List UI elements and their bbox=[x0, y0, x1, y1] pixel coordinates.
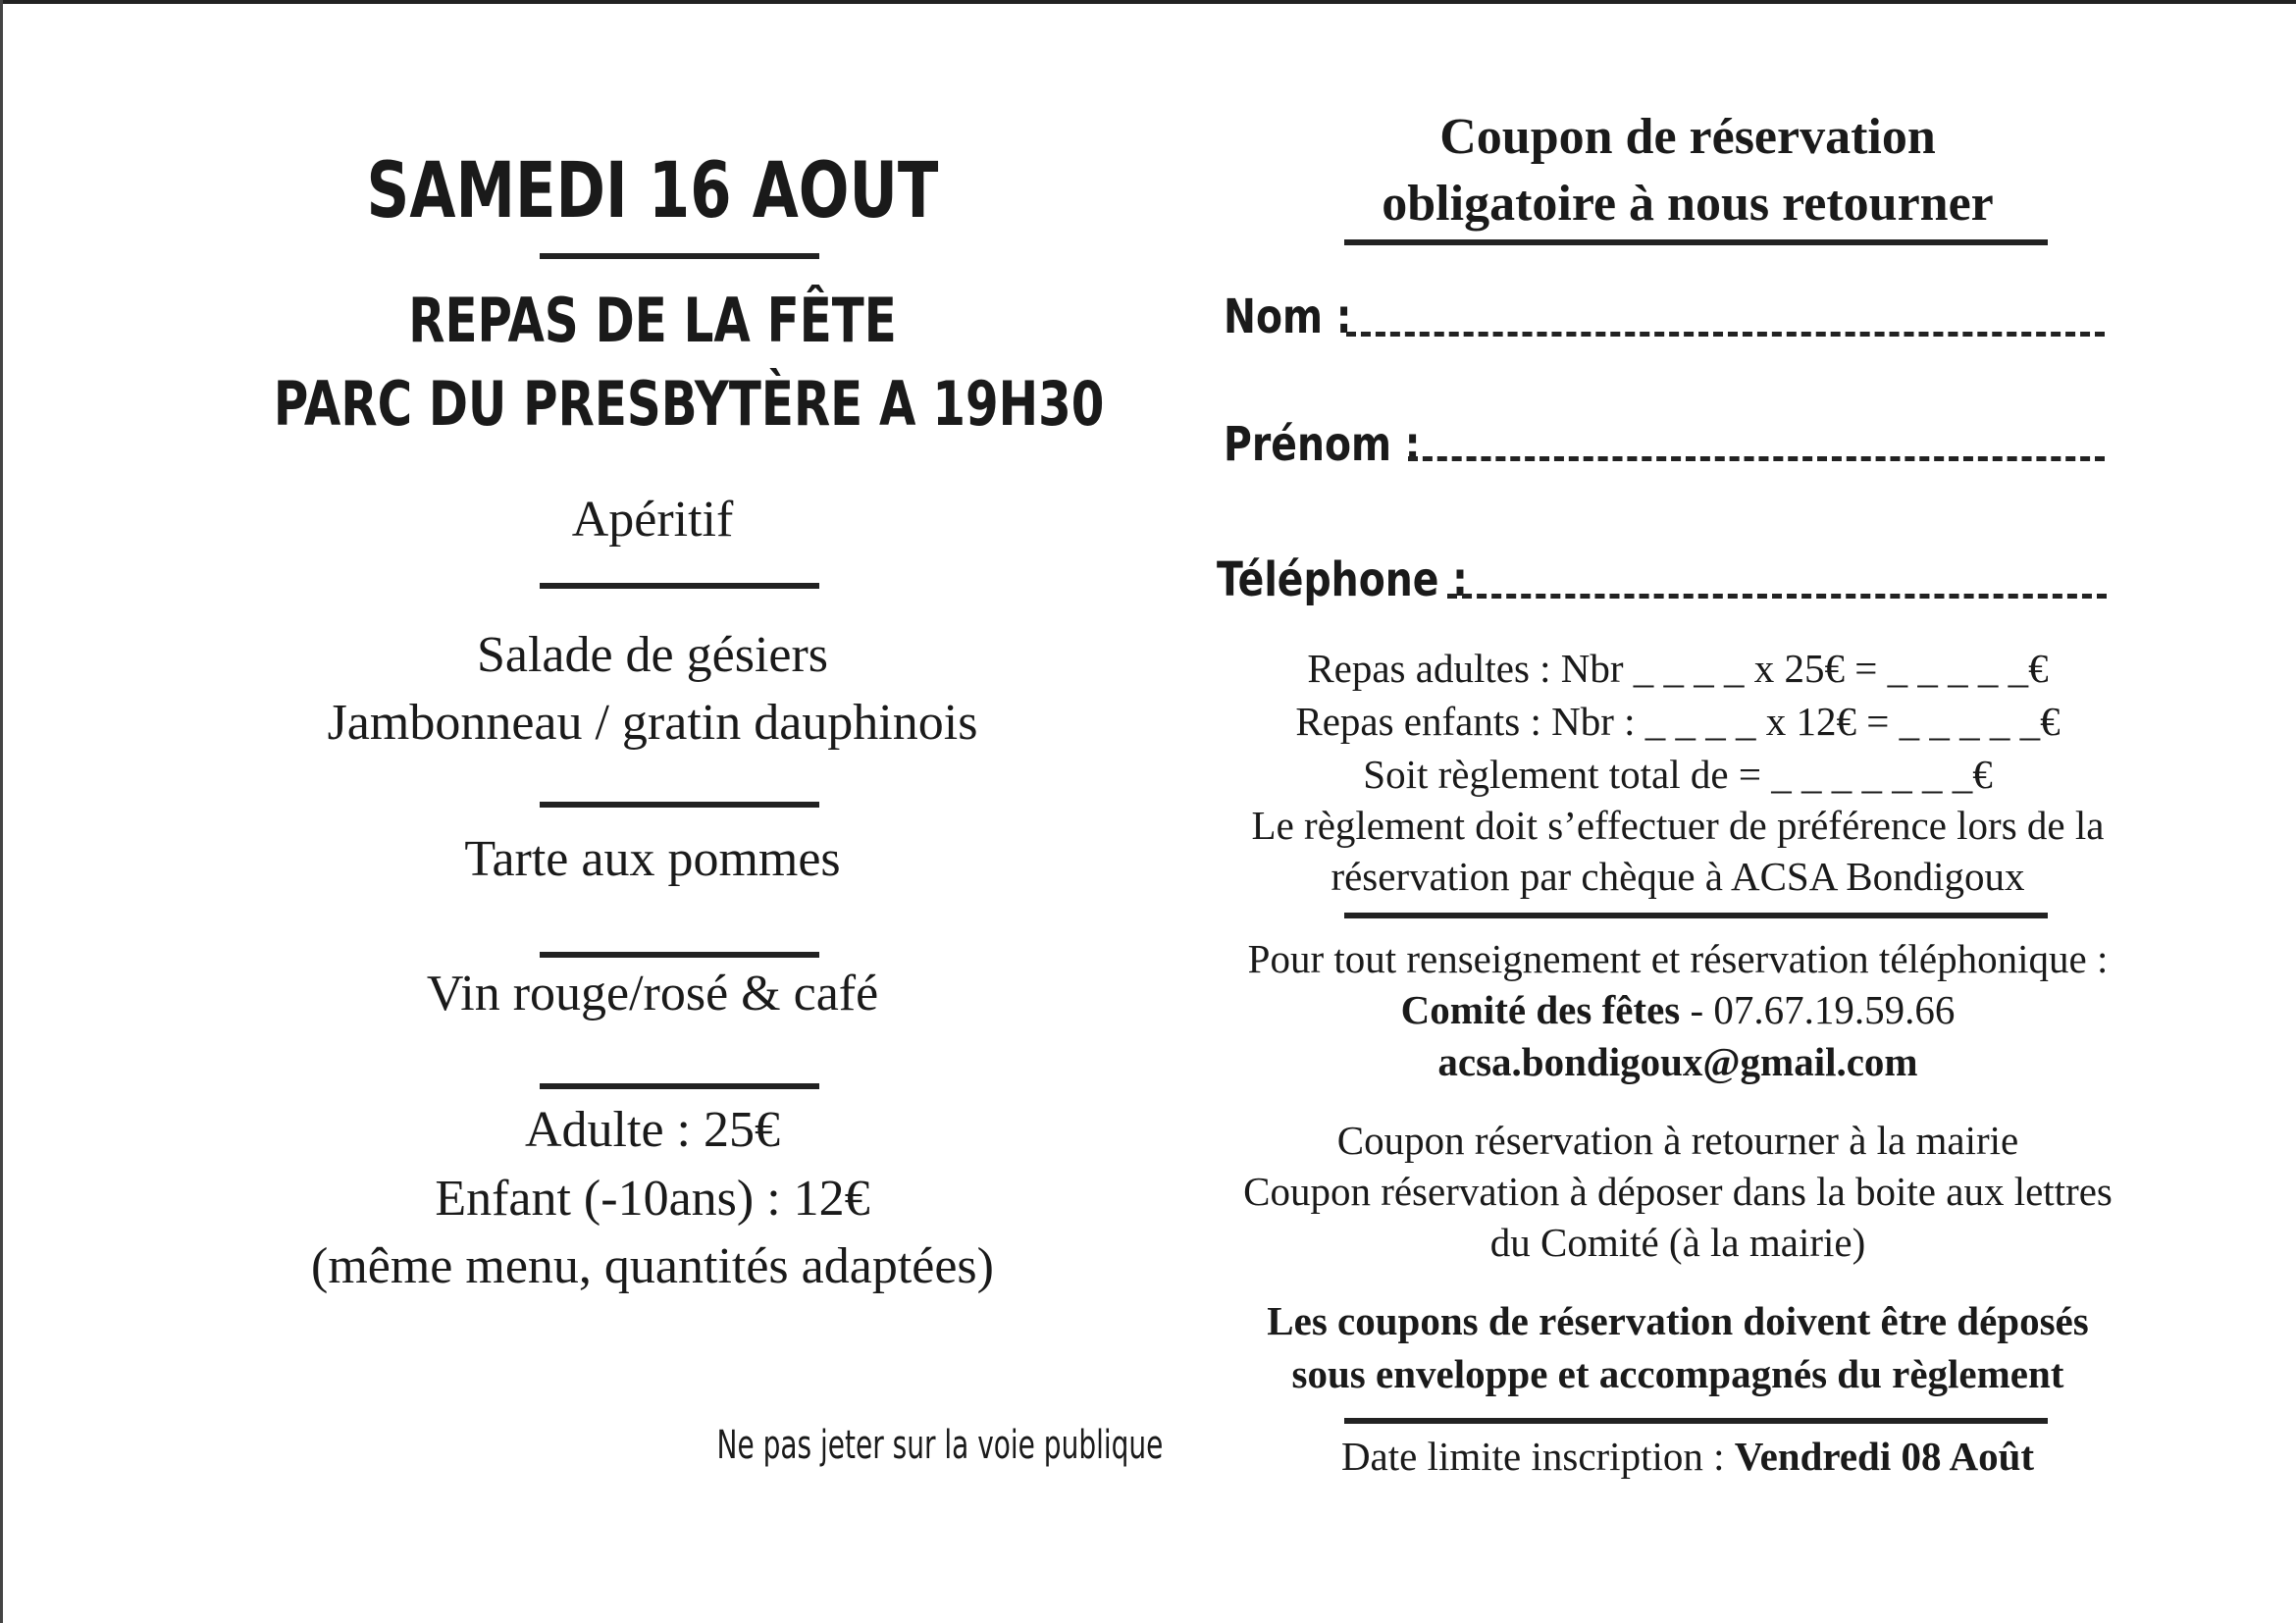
field-nom-line[interactable] bbox=[1346, 332, 2105, 337]
repas-enfants: Repas enfants : Nbr : _ _ _ _ x 12€ = _ _ _ _ _€ bbox=[1295, 699, 2061, 744]
deadline-value: Vendredi 08 Août bbox=[1734, 1434, 2035, 1479]
bold-note-1: Les coupons de réservation doivent être déposés bbox=[1267, 1298, 2089, 1343]
coupon-title-line2: obligatoire à nous retourner bbox=[1382, 176, 1994, 232]
coupon-info-2: Coupon réservation à déposer dans la boite aux lettres bbox=[1243, 1169, 2113, 1214]
divider bbox=[540, 1083, 819, 1089]
contact-email[interactable]: acsa.bondigoux@gmail.com bbox=[1437, 1039, 1918, 1084]
coupon-title-line1: Coupon de réservation bbox=[1439, 109, 1936, 165]
info-line: Pour tout renseignement et réservation téléphonique : bbox=[1247, 936, 2109, 981]
repas-adultes: Repas adultes : Nbr _ _ _ _ x 25€ = _ _ _ _ _€ bbox=[1307, 646, 2049, 691]
coupon-info-3: du Comité (à la mairie) bbox=[1489, 1220, 1866, 1265]
top-border bbox=[0, 0, 2296, 4]
field-prenom-line[interactable] bbox=[1408, 456, 2105, 461]
price-adult: Adulte : 25€ bbox=[525, 1102, 780, 1158]
menu-starter: Salade de gésiers bbox=[476, 627, 829, 683]
menu-main: Jambonneau / gratin dauphinois bbox=[327, 695, 978, 751]
field-telephone-label: Téléphone : bbox=[1217, 552, 1468, 607]
price-note: (même menu, quantités adaptées) bbox=[311, 1238, 994, 1294]
field-nom-label: Nom : bbox=[1224, 289, 1352, 344]
price-child: Enfant (-10ans) : 12€ bbox=[435, 1171, 870, 1227]
divider bbox=[540, 802, 819, 808]
divider bbox=[540, 952, 819, 958]
divider bbox=[1344, 913, 2048, 918]
coupon-info-1: Coupon réservation à retourner à la mairie bbox=[1336, 1118, 2019, 1163]
field-telephone-line[interactable] bbox=[1447, 594, 2107, 599]
left-border bbox=[0, 0, 3, 1623]
deadline-label: Date limite inscription : bbox=[1340, 1434, 1735, 1479]
reglement-text-2: réservation par chèque à ACSA Bondigoux bbox=[1331, 854, 2025, 899]
event-date: SAMEDI 16 AOUT bbox=[366, 147, 939, 236]
event-title: REPAS DE LA FÊTE bbox=[408, 285, 897, 356]
total-reglement: Soit règlement total de = _ _ _ _ _ _ _€ bbox=[1363, 752, 1993, 797]
menu-aperitif: Apéritif bbox=[571, 492, 734, 548]
comite-label: Comité des fêtes bbox=[1400, 987, 1681, 1032]
event-location: PARC DU PRESBYTÈRE A 19H30 bbox=[273, 368, 1105, 440]
menu-drinks: Vin rouge/rosé & café bbox=[426, 966, 879, 1021]
divider bbox=[540, 253, 819, 259]
deadline bbox=[1266, 1433, 2110, 1480]
divider bbox=[1344, 1418, 2048, 1424]
comite-phone: - 07.67.19.59.66 bbox=[1680, 987, 1956, 1032]
field-prenom-label: Prénom : bbox=[1224, 417, 1421, 472]
reglement-text-1: Le règlement doit s’effectuer de préférence lors de la bbox=[1251, 803, 2105, 848]
menu-dessert: Tarte aux pommes bbox=[464, 831, 841, 887]
divider bbox=[540, 583, 819, 589]
bold-note-2: sous enveloppe et accompagnés du règlement bbox=[1291, 1351, 2064, 1396]
footer-note: Ne pas jeter sur la voie publique bbox=[716, 1423, 1164, 1468]
comite-contact bbox=[1207, 986, 2149, 1033]
title-underline bbox=[1344, 239, 2048, 245]
